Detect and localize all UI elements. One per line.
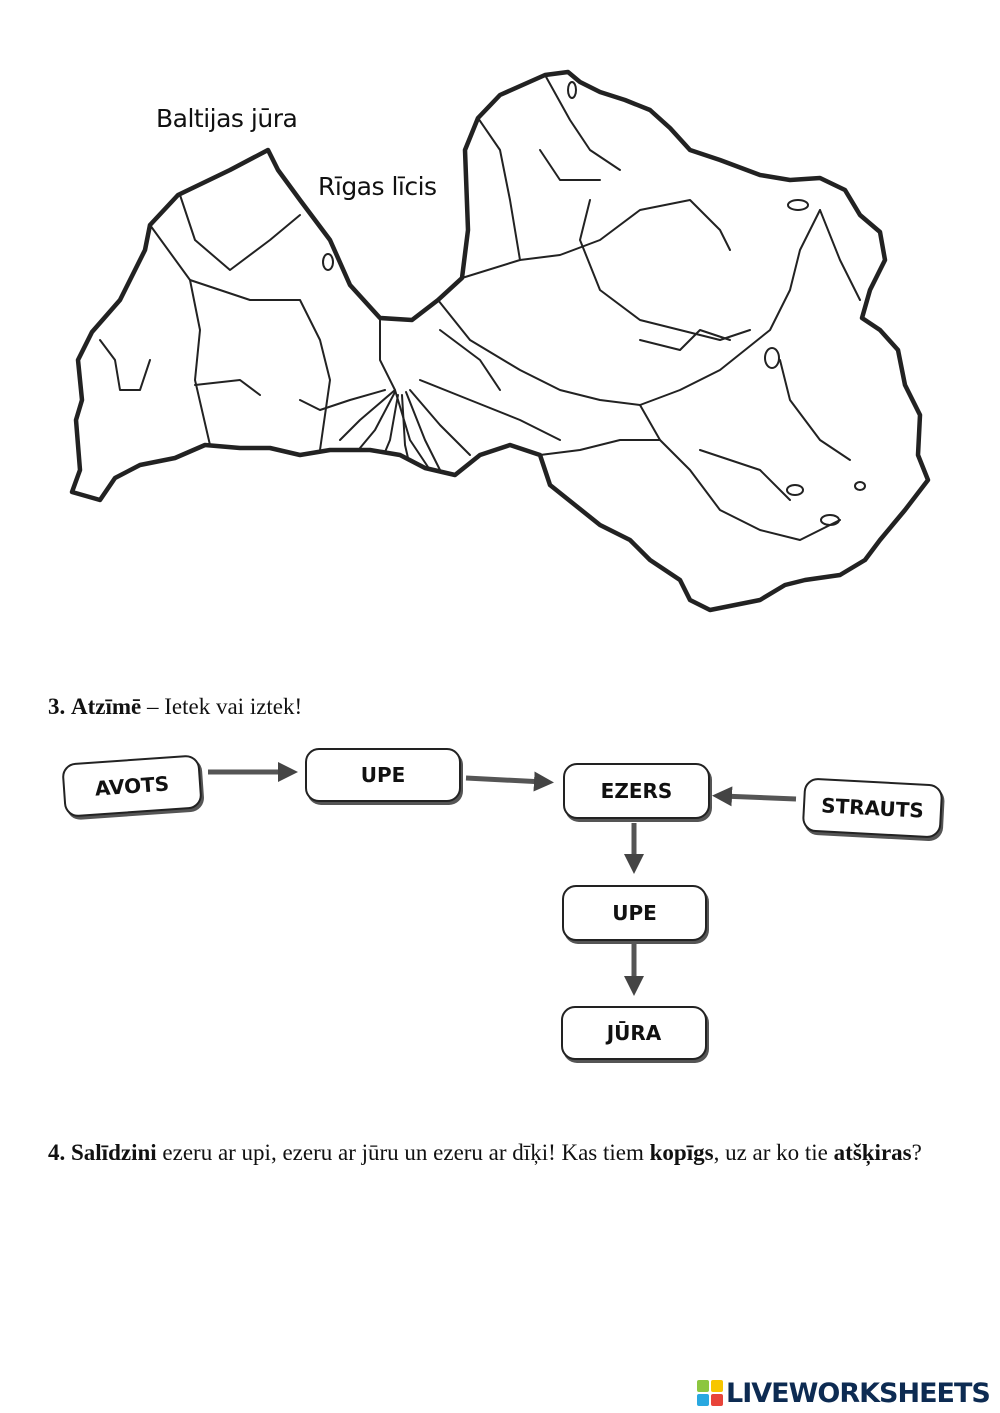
task-4-text-1: ezeru ar upi, ezeru ar jūru un ezeru ar dīķi! Kas tiem (156, 1140, 650, 1165)
task-3-text: – Ietek vai iztek! (141, 694, 303, 719)
task-4-bold-differ: atšķiras (833, 1140, 912, 1165)
flow-node-ezers: EZERS (563, 763, 710, 819)
liveworksheets-logo-text: LIVEWORKSHEETS (726, 1377, 990, 1409)
arrow-strauts-to-ezers (722, 796, 796, 799)
task-3-instruction (48, 690, 302, 724)
task-4-text-2: , uz ar ko tie (713, 1140, 834, 1165)
task-4-number: 4. (48, 1140, 66, 1165)
flow-node-avots: AVOTS (61, 754, 202, 817)
task-3-verb: Atzīmē (71, 694, 142, 719)
latvia-map (0, 0, 1000, 640)
map-label-gulf-of-riga: Rīgas līcis (318, 172, 437, 201)
map-label-baltic-sea: Baltijas jūra (156, 104, 298, 133)
flow-node-jura: JŪRA (561, 1006, 707, 1060)
map-rivers (100, 75, 860, 540)
flow-node-upe: UPE (305, 748, 461, 802)
task-4-verb: Salīdzini (71, 1140, 157, 1165)
task-4-bold-common: kopīgs (649, 1140, 714, 1165)
task-3-number: 3. (48, 694, 66, 719)
flow-node-strauts: STRAUTS (802, 777, 944, 838)
arrow-upe-to-ezers (466, 778, 544, 782)
task-4-text-3: ? (911, 1140, 922, 1165)
task-4-instruction (48, 1136, 948, 1170)
flow-node-upe-outflow: UPE (562, 885, 707, 941)
liveworksheets-logo-icon (697, 1380, 723, 1406)
liveworksheets-logo (697, 1376, 990, 1410)
